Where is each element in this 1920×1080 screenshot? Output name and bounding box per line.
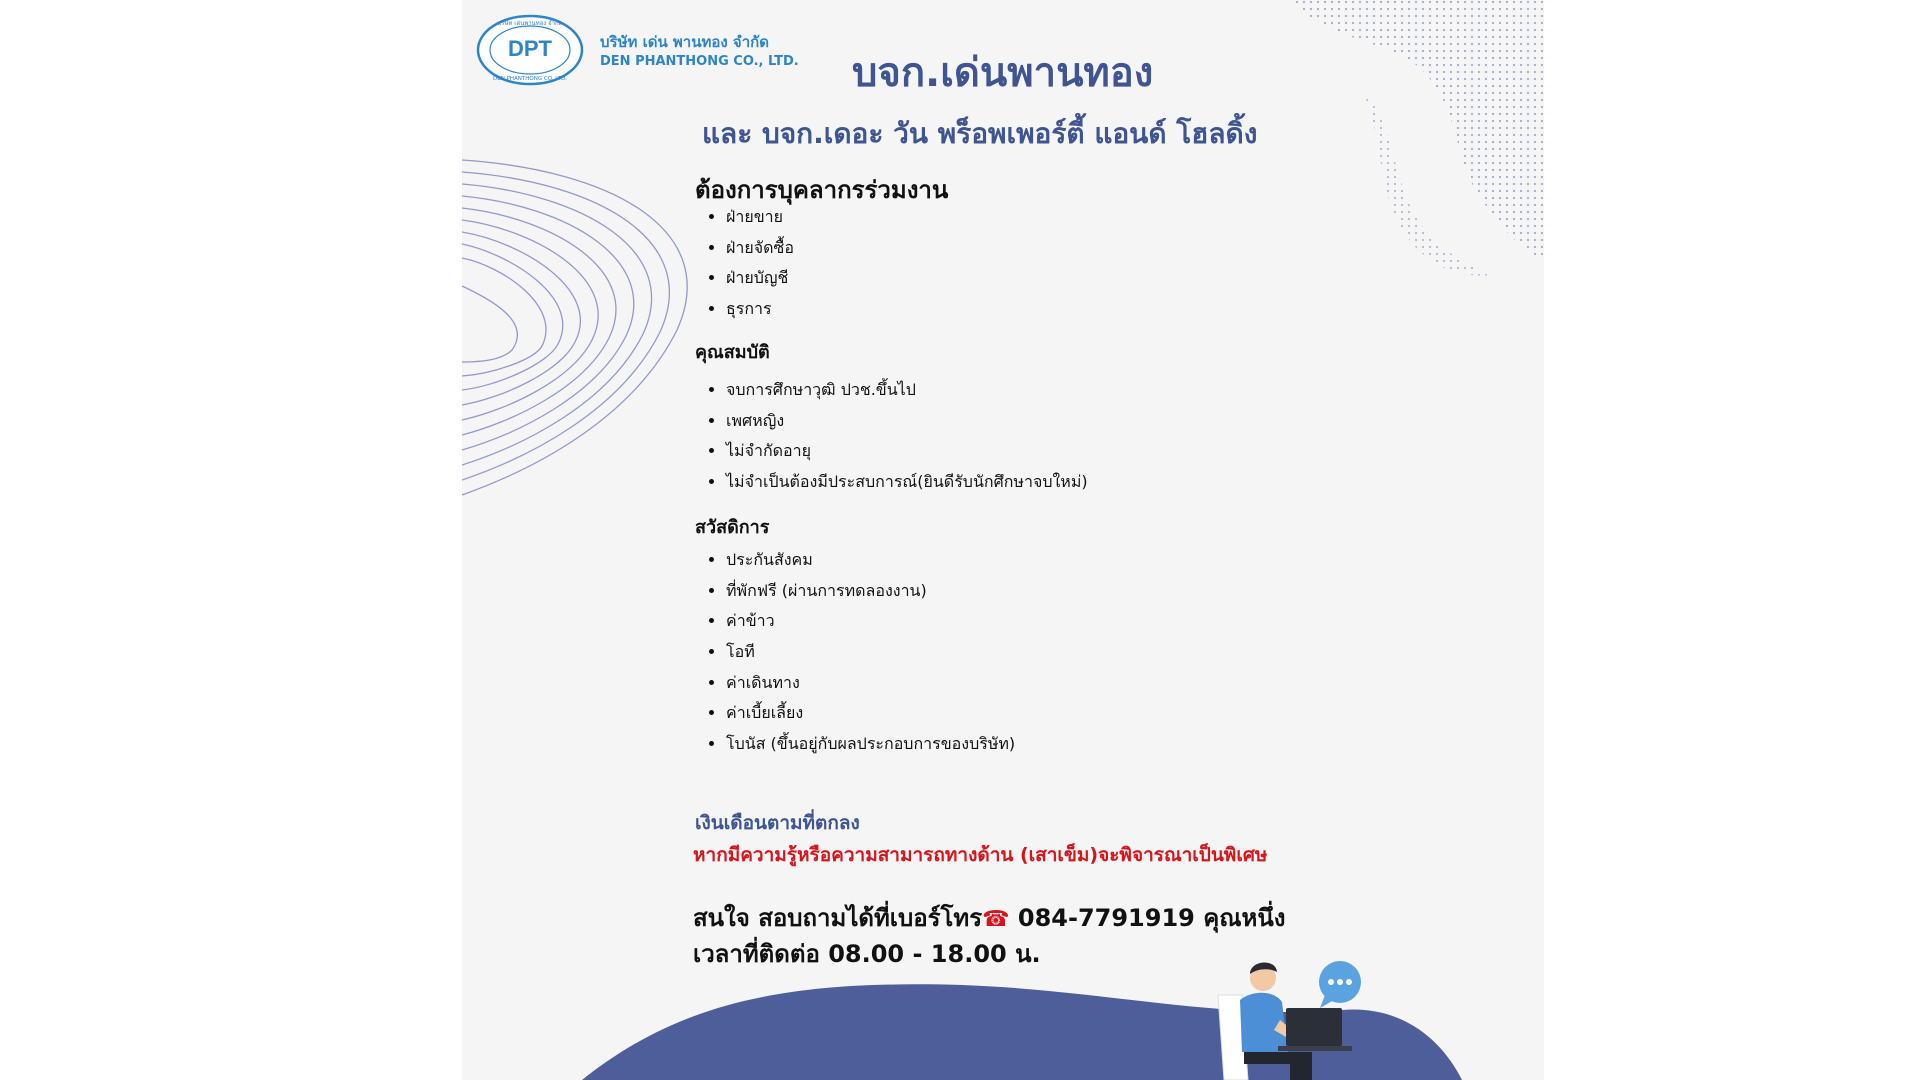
logo-ring-text-top: บริษัท เด่นพานทอง จำกัด [497, 20, 563, 27]
contact-line [693, 898, 1285, 937]
hiring-heading: ต้องการบุคลากรร่วมงาน [695, 176, 949, 204]
contact-prefix: สนใจ สอบถามได้ที่เบอร์โทร [693, 904, 983, 932]
list-item: • ธุรการ [726, 294, 794, 325]
list-item: • โอที [726, 637, 1015, 668]
telephone-icon: ☎ [982, 907, 1010, 932]
page-subtitle: และ บจก.เดอะ วัน พร็อพเพอร์ตี้ แอนด์ โฮลดิ้ง [702, 117, 1258, 150]
list-item: • ไม่จำกัดอายุ [726, 436, 1088, 467]
salary-note: เงินเดือนตามที่ตกลง [695, 812, 860, 834]
phone-number[interactable]: 084-7791919 คุณหนึ่ง [1009, 904, 1286, 932]
company-logo [476, 14, 584, 86]
welfare-heading: สวัสดิการ [695, 517, 770, 538]
welfare-list [695, 545, 1015, 760]
job-poster [462, 0, 1544, 1080]
contact-hours: เวลาที่ติดต่อ 08.00 - 18.00 น. [693, 940, 1041, 968]
chat-bubble-icon [1319, 961, 1361, 1008]
list-item: • ประกันสังคม [726, 545, 1015, 576]
list-item: • ไม่จำเป็นต้องมีประสบการณ์(ยินดีรับนักศึกษาจบใหม่) [726, 467, 1088, 498]
person-laptop-illustration [1162, 940, 1392, 1080]
special-note: หากมีความรู้หรือความสามารถทางด้าน (เสาเข็ม)จะพิจารณาเป็นพิเศษ [693, 844, 1268, 866]
qualifications-heading: คุณสมบัติ [695, 342, 770, 363]
list-item: • โบนัส (ขึ้นอยู่กับผลประกอบการของบริษัท) [726, 729, 1015, 760]
logo-ring-text-bottom: DEN PHANTHONG CO.,LTD. [493, 76, 567, 82]
list-item: • ฝ่ายจัดซื้อ [726, 233, 794, 264]
page-title: บจก.เด่นพานทอง [852, 50, 1154, 96]
list-item: • ค่าข้าว [726, 606, 1015, 637]
list-item: • เพศหญิง [726, 406, 1088, 437]
positions-list [695, 202, 794, 325]
list-item: • ค่าเบี้ยเลี้ยง [726, 698, 1015, 729]
qualifications-list [695, 375, 1088, 498]
list-item: • ฝ่ายบัญชี [726, 263, 794, 294]
list-item: • จบการศึกษาวุฒิ ปวช.ขึ้นไป [726, 375, 1088, 406]
logo-badge-text: DPT [508, 36, 552, 61]
list-item: • ฝ่ายขาย [726, 202, 794, 233]
contour-lines-decoration [462, 160, 687, 495]
list-item: • ที่พักฟรี (ผ่านการทดลองงาน) [726, 576, 1015, 607]
list-item: • ค่าเดินทาง [726, 668, 1015, 699]
company-name-thai: บริษัท เด่น พานทอง จำกัด [600, 33, 769, 51]
dotted-wave-decoration [1292, 0, 1544, 276]
company-name-english: DEN PHANTHONG CO., LTD. [600, 54, 799, 69]
